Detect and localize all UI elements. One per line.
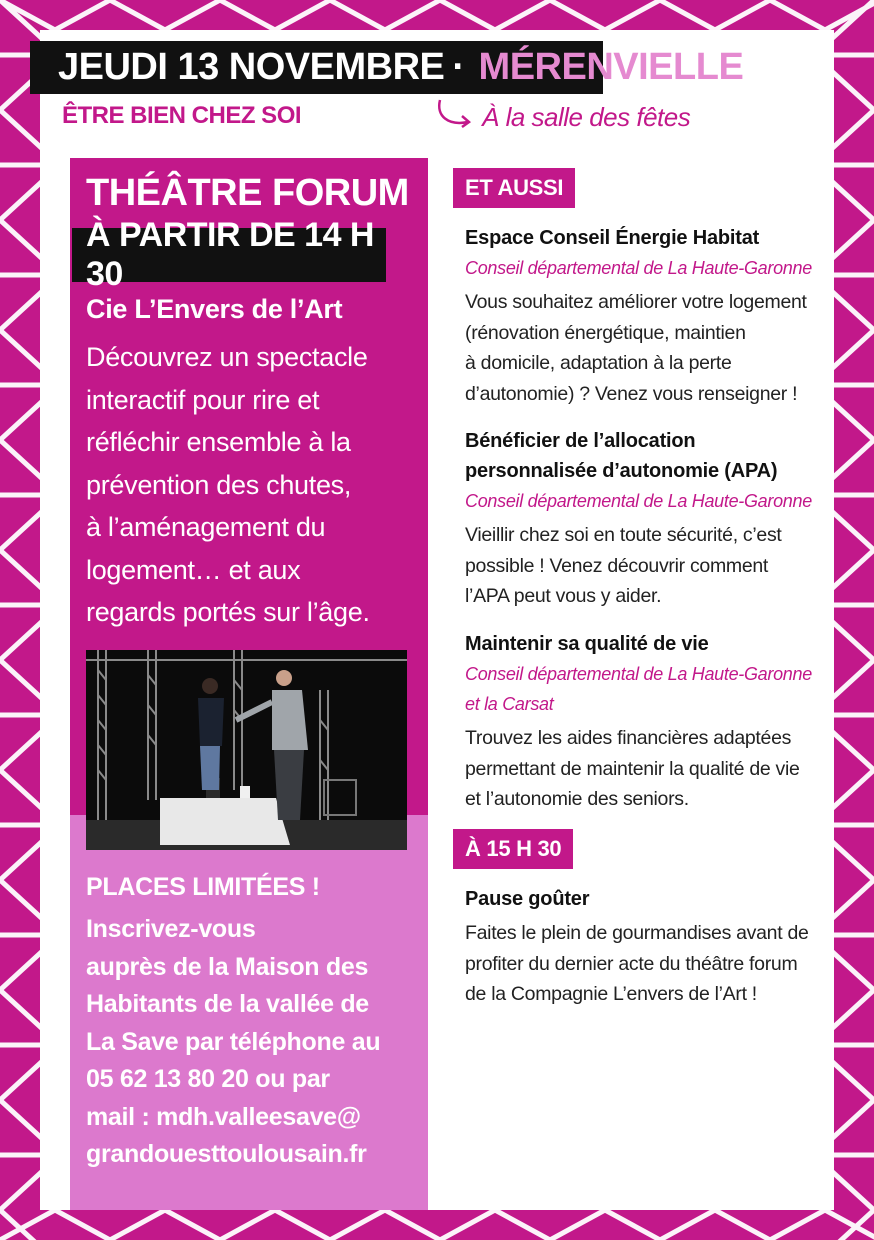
item-title: Espace Conseil Énergie Habitat	[465, 227, 760, 249]
registration-line: La Save par téléphone au	[86, 1027, 381, 1056]
item-organizer: Conseil départemental de La Haute-Garonne	[465, 258, 812, 278]
item-text	[465, 723, 825, 815]
limited-places-headline: PLACES LIMITÉES !	[86, 873, 320, 901]
text-line: l’APA peut vous y aider.	[465, 585, 662, 607]
registration-line: grandouesttoulousain.fr	[86, 1140, 367, 1168]
description-line: regards portés sur l’âge.	[86, 597, 370, 627]
item-title: Maintenir sa qualité de vie	[465, 633, 709, 655]
snack-item	[465, 884, 825, 1010]
snack-text	[465, 918, 825, 1010]
show-title: THÉÂTRE FORUM	[86, 172, 409, 214]
description-line: logement… et aux	[86, 554, 301, 585]
also-tag: ET AUSSI	[453, 168, 575, 208]
item-organizer: Conseil départemental de La Haute-Garonne	[465, 491, 812, 511]
item-title: personnalisée d’autonomie (APA)	[465, 460, 778, 482]
registration-line: mail : mdh.valleesave@	[86, 1102, 361, 1131]
date-separator: ·	[452, 46, 465, 88]
text-line: et l’autonomie des seniors.	[465, 788, 689, 810]
registration-line: Inscrivez-vous	[86, 915, 256, 943]
snack-title: Pause goûter	[465, 888, 590, 910]
description-line: à l’aménagement du	[86, 512, 326, 542]
start-time-badge: À PARTIR DE 14 H 30	[72, 228, 386, 282]
venue-label: À la salle des fêtes	[482, 102, 691, 132]
registration-line: 05 62 13 80 20 ou par	[86, 1065, 330, 1093]
also-item-quality	[465, 629, 825, 815]
item-organizer: et la Carsat	[465, 694, 554, 714]
item-title: Bénéficier de l’allocation	[465, 430, 696, 452]
theatre-photo	[86, 650, 407, 850]
company-name: Cie L’Envers de l’Art	[86, 294, 343, 324]
description-line: prévention des chutes,	[86, 469, 352, 500]
item-organizer: Conseil départemental de La Haute-Garonne	[465, 664, 812, 684]
item-text	[465, 520, 825, 612]
text-line: possible ! Venez découvrir comment	[465, 554, 769, 577]
also-item-energy	[465, 223, 825, 409]
description-line: interactif pour rire et	[86, 384, 320, 415]
text-line: profiter du dernier acte du théâtre forum	[465, 952, 798, 975]
show-description	[86, 336, 422, 634]
description-line: Découvrez un spectacle	[86, 342, 368, 372]
also-item-apa	[465, 426, 825, 612]
text-line: de la Compagnie L’envers de l’Art !	[465, 983, 757, 1005]
item-text	[465, 287, 825, 409]
text-line: (rénovation énergétique, maintien	[465, 321, 746, 344]
curved-arrow-icon	[434, 96, 476, 132]
text-line: Trouvez les aides financières adaptées	[465, 727, 792, 749]
event-date: JEUDI 13 NOVEMBRE	[58, 46, 445, 88]
text-line: permettant de maintenir la qualité de vie	[465, 757, 800, 780]
theme-subtitle: ÊTRE BIEN CHEZ SOI	[62, 102, 302, 129]
registration-line: Habitants de la vallée de	[86, 990, 369, 1018]
text-line: Faites le plein de gourmandises avant de	[465, 922, 809, 944]
event-place: MÉRENVIELLE	[478, 46, 744, 88]
registration-line: auprès de la Maison des	[86, 952, 369, 981]
text-line: à domicile, adaptation à la perte	[465, 352, 732, 374]
date-banner	[30, 41, 744, 94]
registration-panel	[70, 815, 428, 1210]
description-line: réfléchir ensemble à la	[86, 427, 351, 457]
text-line: Vous souhaitez améliorer votre logement	[465, 291, 807, 313]
registration-info	[86, 911, 416, 1174]
snack-time-tag: À 15 H 30	[453, 829, 573, 869]
text-line: Vieillir chez soi en toute sécurité, c’est	[465, 524, 782, 546]
text-line: d’autonomie) ? Venez vous renseigner !	[465, 382, 798, 405]
